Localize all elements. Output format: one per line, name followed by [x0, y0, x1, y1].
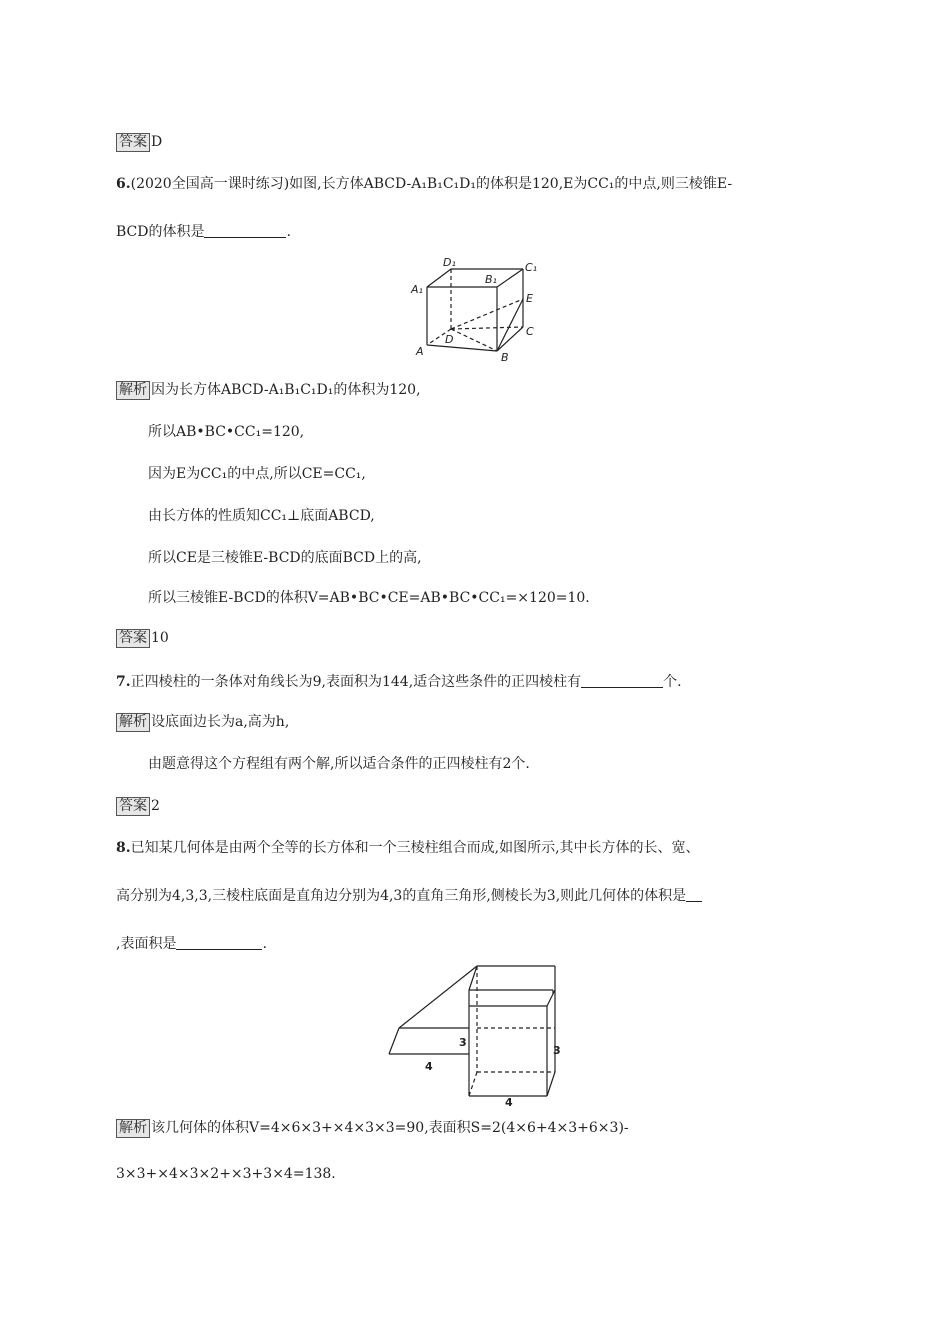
fig-label-height-right: 3: [553, 1044, 561, 1057]
q8-question-line3: [116, 934, 267, 954]
q6-question-line1: [116, 174, 732, 194]
q8-analysis-row-1: [116, 1118, 629, 1138]
q6-answer-value: 10: [151, 630, 169, 646]
q8-question-line1: [116, 838, 700, 858]
q6-analysis-row-1: [116, 380, 421, 400]
q6-analysis-line-3: 因为E为CC₁的中点,所以CE=CC₁,: [148, 466, 366, 482]
q7-text-line1: 正四棱柱的一条体对角线长为9,表面积为144,适合这些条件的正四棱柱有: [130, 674, 582, 690]
q8-analysis-line-2: 3×3+×4×3×2+×3+3×4=138.: [116, 1166, 336, 1182]
fig-label-B1: B₁: [485, 273, 497, 286]
fig-label-A1: A₁: [411, 283, 423, 296]
fig-label-A: A: [416, 345, 424, 358]
answer-tag: 答案: [116, 629, 150, 648]
q8-text-line3-start: ,表面积是: [116, 936, 177, 952]
q8-composite-figure: [385, 962, 575, 1109]
analysis-tag: 解析: [116, 381, 150, 400]
fig-label-D: D: [445, 333, 454, 346]
q7-number: 7.: [116, 674, 131, 690]
q8-text-line2: 高分别为4,3,3,三棱柱底面是直角边分别为4,3的直角三角形,侧棱长为3,则此几何体的体积是: [116, 888, 687, 904]
fig-label-B: B: [501, 351, 509, 364]
q6-analysis-line-5: 所以CE是三棱锥E-BCD的底面BCD上的高,: [148, 550, 422, 566]
q7-analysis-line-2: 由题意得这个方程组有两个解,所以适合条件的正四棱柱有2个.: [148, 756, 530, 772]
q7-analysis-row-1: [116, 712, 289, 732]
q8-text-line3-end: .: [262, 936, 267, 952]
q7-answer-blank: [581, 673, 663, 688]
q8-area-blank: [176, 935, 262, 950]
q6-number: 6.: [116, 176, 131, 192]
q7-text-line1-end: 个.: [663, 674, 682, 690]
analysis-tag: 解析: [116, 1119, 150, 1138]
q8-number: 8.: [116, 840, 131, 856]
q7-analysis-line-1: 设底面边长为a,高为h,: [151, 714, 290, 730]
answer-tag: 答案: [116, 797, 150, 816]
q8-volume-blank: [686, 887, 702, 902]
analysis-tag: 解析: [116, 713, 150, 732]
answer-tag: 答案: [116, 133, 150, 152]
fig-label-C1: C₁: [525, 261, 538, 274]
q5-answer-value: D: [151, 134, 163, 150]
q6-text-line2-end: .: [286, 224, 291, 240]
q8-question-line2: [116, 886, 702, 906]
q5-answer-row: [116, 132, 162, 152]
q6-answer-blank: [204, 223, 286, 238]
q7-question-line1: [116, 672, 682, 692]
fig-label-length-prism: 4: [425, 1060, 433, 1073]
q6-analysis-line-4: 由长方体的性质知CC₁⊥底面ABCD,: [148, 508, 375, 524]
q7-answer-row: [116, 796, 160, 816]
q6-question-line2: [116, 222, 291, 242]
q8-text-line1: 已知某几何体是由两个全等的长方体和一个三棱柱组合而成,如图所示,其中长方体的长、宽、: [130, 840, 700, 856]
q6-text-line1: (2020全国高一课时练习)如图,长方体ABCD-A₁B₁C₁D₁的体积是120,E为CC₁的中点,则三棱锥E-: [130, 176, 733, 192]
fig-label-length-box: 4: [505, 1096, 513, 1109]
q6-answer-row: [116, 628, 169, 648]
q8-analysis-line-1: 该几何体的体积V=4×6×3+×4×3×3=90,表面积S=2(4×6+4×3+6×3)-: [151, 1120, 629, 1136]
q6-text-line2: BCD的体积是: [116, 224, 205, 240]
fig-label-height-left: 3: [459, 1036, 467, 1049]
q7-answer-value: 2: [151, 798, 160, 814]
q6-analysis-line-6: 所以三棱锥E-BCD的体积V=AB•BC•CE=AB•BC•CC₁=×120=10.: [148, 590, 590, 606]
fig-label-C: C: [526, 325, 534, 338]
fig-label-D1: D₁: [443, 256, 456, 269]
q6-analysis-line-2: 所以AB•BC•CC₁=120,: [148, 424, 305, 440]
fig-label-E: E: [526, 292, 533, 305]
q6-analysis-line-1: 因为长方体ABCD-A₁B₁C₁D₁的体积为120,: [151, 382, 421, 398]
q6-cuboid-figure: [405, 255, 555, 367]
